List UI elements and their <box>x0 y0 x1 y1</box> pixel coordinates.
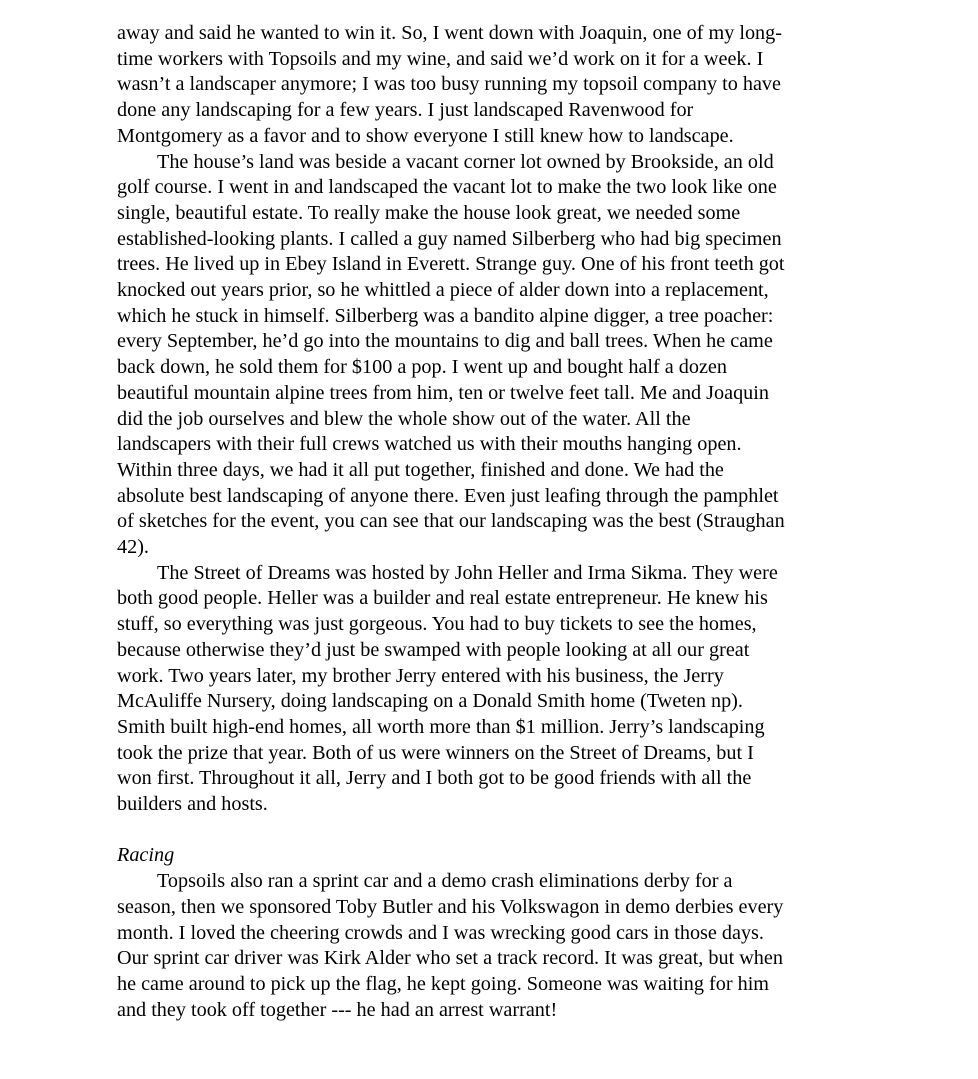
text-line: he came around to pick up the flag, he kept going. Someone was waiting for him <box>117 973 770 995</box>
text-line: golf course. I went in and landscaped the vacant lot to make the two look like one <box>117 176 777 199</box>
text-line: because otherwise they’d just be swamped with people looking at all our great <box>117 638 750 661</box>
text-line: Montgomery as a favor and to show everyone I still knew how to landscape. <box>117 124 734 147</box>
text-line: which he stuck in himself. Silberberg was a bandito alpine digger, a tree poacher: <box>117 304 774 327</box>
text-line: established-looking plants. I called a guy named Silberberg who had big specimen <box>117 227 782 250</box>
text-line: took the prize that year. Both of us were winners on the Street of Dreams, but I <box>117 741 754 764</box>
text-line: every September, he’d go into the mountains to dig and ball trees. When he came <box>117 330 773 353</box>
text-line: wasn’t a landscaper anymore; I was too busy running my topsoil company to have <box>117 73 781 96</box>
paragraph-2 <box>117 150 867 561</box>
text-line: did the job ourselves and blew the whole show out of the water. All the <box>117 407 691 430</box>
text-line: Topsoils also ran a sprint car and a demo crash eliminations derby for a <box>117 870 733 893</box>
text-line: single, beautiful estate. To really make the house look great, we needed some <box>117 201 741 224</box>
text-line: season, then we sponsored Toby Butler and his Volkswagon in demo derbies every <box>117 895 784 918</box>
section-heading: Racing <box>117 844 175 867</box>
text-line: landscapers with their full crews watched us with their mouths hanging open. <box>117 433 742 456</box>
text-line: of sketches for the event, you can see that our landscaping was the best (Straughan <box>117 510 785 533</box>
text-line: both good people. Heller was a builder and real estate entrepreneur. He knew his <box>117 587 768 610</box>
document-page <box>117 21 867 1023</box>
text-line: Smith built high-end homes, all worth more than $1 million. Jerry’s landscaping <box>117 715 765 738</box>
text-line: trees. He lived up in Ebey Island in Everett. Strange guy. One of his front teeth got <box>117 253 785 276</box>
text-line: 42). <box>117 536 149 559</box>
paragraph-1 <box>117 21 867 150</box>
text-line: month. I loved the cheering crowds and I was wrecking good cars in those days. <box>117 921 764 944</box>
paragraph-3 <box>117 561 867 818</box>
text-line: The Street of Dreams was hosted by John Heller and Irma Sikma. They were <box>117 561 778 584</box>
text-line: absolute best landscaping of anyone there. Even just leafing through the pamphlet <box>117 484 779 507</box>
text-line: and they took off together --- he had an arrest warrant! <box>117 998 558 1021</box>
text-line: Within three days, we had it all put together, finished and done. We had the <box>117 458 724 481</box>
text-line: beautiful mountain alpine trees from him, ten or twelve feet tall. Me and Joaquin <box>117 381 769 404</box>
text-line: time workers with Topsoils and my wine, and said we’d work on it for a week. I <box>117 47 764 70</box>
paragraph-4 <box>117 869 867 1023</box>
text-line: The house’s land was beside a vacant corner lot owned by Brookside, an old <box>117 150 774 173</box>
text-line: done any landscaping for a few years. I just landscaped Ravenwood for <box>117 99 694 122</box>
text-line: back down, he sold them for $100 a pop. I went up and bought half a dozen <box>117 356 727 379</box>
text-line: away and said he wanted to win it. So, I went down with Joaquin, one of my long- <box>117 22 782 44</box>
text-line: stuff, so everything was just gorgeous. You had to buy tickets to see the homes, <box>117 613 757 636</box>
text-line: won first. Throughout it all, Jerry and I both got to be good friends with all the <box>117 767 752 790</box>
text-line: builders and hosts. <box>117 793 268 816</box>
text-line: knocked out years prior, so he whittled a piece of alder down into a replacement, <box>117 279 769 302</box>
text-line: Our sprint car driver was Kirk Alder who set a track record. It was great, but when <box>117 947 783 970</box>
text-line: McAuliffe Nursery, doing landscaping on a Donald Smith home (Tweten np). <box>117 690 743 713</box>
text-line: work. Two years later, my brother Jerry entered with his business, the Jerry <box>117 664 724 687</box>
